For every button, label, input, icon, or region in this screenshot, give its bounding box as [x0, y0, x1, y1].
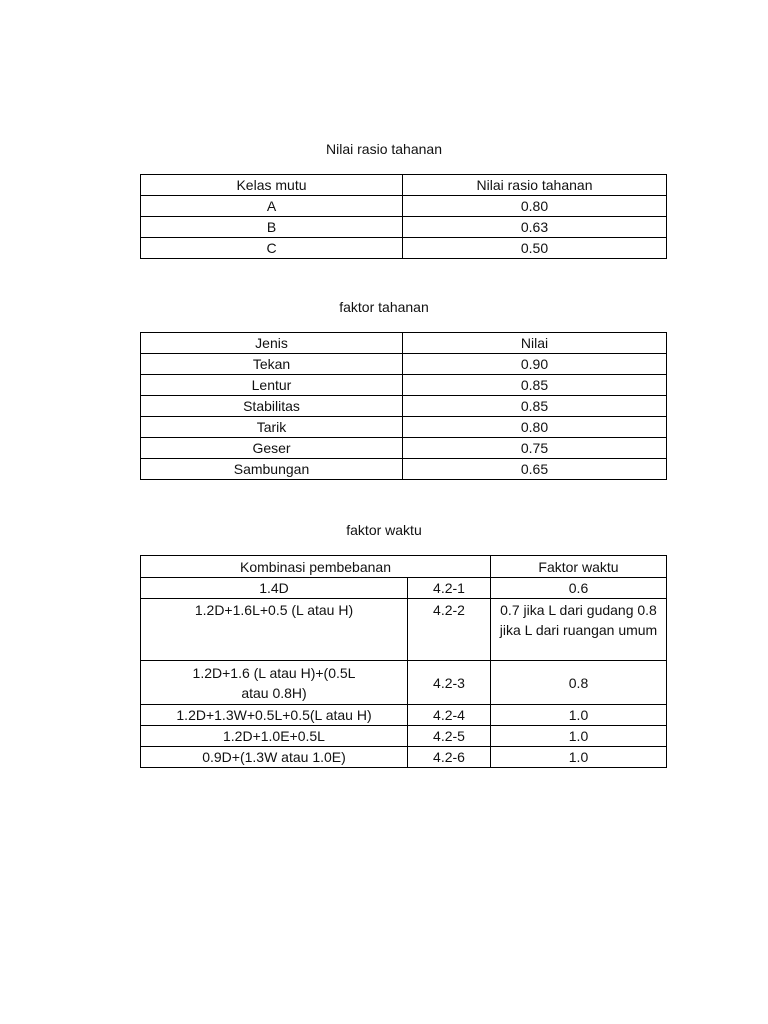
table3-title: faktor waktu	[346, 522, 422, 538]
time-factor-cell: 1.0	[491, 747, 667, 768]
table-row	[141, 396, 667, 417]
table-row	[141, 375, 667, 396]
load-combination-cell: 1.4D	[141, 578, 408, 599]
table-row	[141, 705, 667, 726]
table-cell: 0.80	[403, 196, 667, 217]
table-row	[141, 661, 667, 705]
table-cell: Geser	[141, 438, 403, 459]
equation-code-cell: 4.2-3	[408, 661, 491, 705]
table-row	[141, 238, 667, 259]
load-combination-cell: 0.9D+(1.3W atau 1.0E)	[141, 747, 408, 768]
table-row	[141, 196, 667, 217]
header-cell: Kombinasi pembebanan	[141, 556, 491, 578]
resistance-ratio-table	[140, 174, 667, 259]
equation-code-cell: 4.2-6	[408, 747, 491, 768]
table-row	[141, 438, 667, 459]
table-row	[141, 747, 667, 768]
equation-code-cell: 4.2-5	[408, 726, 491, 747]
table-cell: Stabilitas	[141, 396, 403, 417]
time-factor-cell: 0.8	[491, 661, 667, 705]
table-cell: 0.80	[403, 417, 667, 438]
table-row	[141, 578, 667, 599]
table-cell: Tarik	[141, 417, 403, 438]
table-cell: 0.63	[403, 217, 667, 238]
equation-code-cell: 4.2-1	[408, 578, 491, 599]
header-cell: Faktor waktu	[491, 556, 667, 578]
table-cell: 0.90	[403, 354, 667, 375]
load-combination-cell: 1.2D+1.3W+0.5L+0.5(L atau H)	[141, 705, 408, 726]
table-row	[141, 459, 667, 480]
equation-code-cell: 4.2-4	[408, 705, 491, 726]
load-combination-cell: 1.2D+1.6 (L atau H)+(0.5L atau 0.8H)	[141, 661, 408, 705]
table-row	[141, 217, 667, 238]
header-cell: Nilai	[403, 333, 667, 354]
table1-title: Nilai rasio tahanan	[326, 141, 442, 157]
table-cell: 0.85	[403, 396, 667, 417]
time-factor-cell: 1.0	[491, 705, 667, 726]
resistance-factor-table	[140, 332, 667, 480]
header-cell: Jenis	[141, 333, 403, 354]
table-cell: 0.50	[403, 238, 667, 259]
time-factor-cell: 1.0	[491, 726, 667, 747]
table-row	[141, 417, 667, 438]
time-factor-table	[140, 555, 667, 768]
table-header-row	[141, 333, 667, 354]
table-cell: B	[141, 217, 403, 238]
table-cell: 0.65	[403, 459, 667, 480]
table-cell: Lentur	[141, 375, 403, 396]
table-header-row	[141, 556, 667, 578]
header-cell: Kelas mutu	[141, 175, 403, 196]
table-header-row	[141, 175, 667, 196]
table-cell: Tekan	[141, 354, 403, 375]
time-factor-cell: 0.6	[491, 578, 667, 599]
table-cell: C	[141, 238, 403, 259]
equation-code-cell: 4.2-2	[408, 599, 491, 661]
table-cell: Sambungan	[141, 459, 403, 480]
time-factor-cell: 0.7 jika L dari gudang 0.8 jika L dari ruangan umum	[491, 599, 667, 661]
table-row	[141, 354, 667, 375]
table-row	[141, 726, 667, 747]
load-combination-cell: 1.2D+1.0E+0.5L	[141, 726, 408, 747]
header-cell: Nilai rasio tahanan	[403, 175, 667, 196]
table-cell: 0.75	[403, 438, 667, 459]
load-combination-cell: 1.2D+1.6L+0.5 (L atau H)	[141, 599, 408, 661]
table-cell: A	[141, 196, 403, 217]
table-cell: 0.85	[403, 375, 667, 396]
table2-title: faktor tahanan	[339, 299, 429, 315]
table-row	[141, 599, 667, 661]
